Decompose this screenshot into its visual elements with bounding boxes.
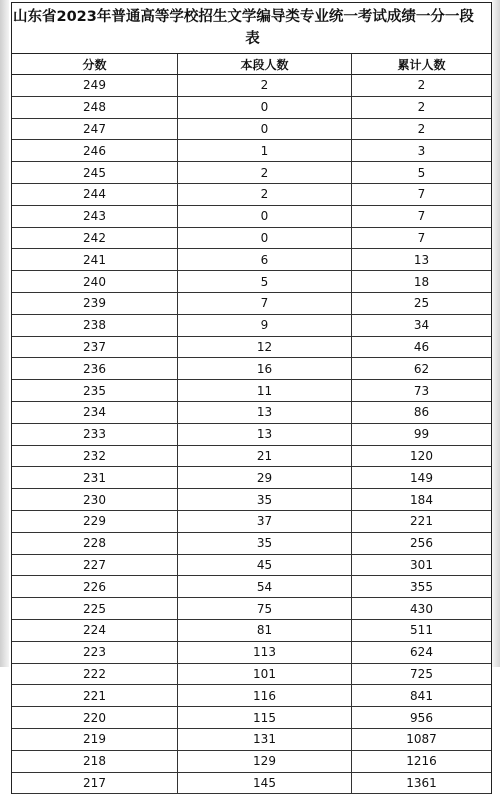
page-shadow-right — [492, 0, 500, 667]
row-score: 242 — [12, 228, 178, 249]
row-segment-count: 5 — [178, 271, 352, 292]
row-score: 240 — [12, 271, 178, 292]
row-cumulative-count: 13 — [352, 249, 491, 270]
row-segment-count: 75 — [178, 598, 352, 619]
table-row — [12, 729, 491, 751]
table-title — [12, 3, 491, 54]
table-row — [12, 184, 491, 206]
table-row — [12, 620, 491, 642]
table-row — [12, 119, 491, 141]
row-score: 249 — [12, 75, 178, 96]
row-score: 238 — [12, 315, 178, 336]
table-row — [12, 228, 491, 250]
row-score: 231 — [12, 467, 178, 488]
row-cumulative-count: 5 — [352, 162, 491, 183]
table-row — [12, 707, 491, 729]
row-cumulative-count: 46 — [352, 337, 491, 358]
row-cumulative-count: 7 — [352, 206, 491, 227]
row-score: 227 — [12, 555, 178, 576]
row-score: 222 — [12, 664, 178, 685]
table-row — [12, 424, 491, 446]
table-row — [12, 162, 491, 184]
table-row — [12, 446, 491, 468]
row-cumulative-count: 62 — [352, 358, 491, 379]
table-row — [12, 598, 491, 620]
row-score: 247 — [12, 119, 178, 140]
row-score: 224 — [12, 620, 178, 641]
row-segment-count: 0 — [178, 206, 352, 227]
row-segment-count: 0 — [178, 228, 352, 249]
row-segment-count: 35 — [178, 533, 352, 554]
row-score: 248 — [12, 97, 178, 118]
row-segment-count: 2 — [178, 162, 352, 183]
row-cumulative-count: 99 — [352, 424, 491, 445]
row-segment-count: 2 — [178, 184, 352, 205]
table-row — [12, 664, 491, 686]
row-cumulative-count: 73 — [352, 380, 491, 401]
row-score: 235 — [12, 380, 178, 401]
row-segment-count: 21 — [178, 446, 352, 467]
row-segment-count: 13 — [178, 424, 352, 445]
row-score: 237 — [12, 337, 178, 358]
table-row — [12, 402, 491, 424]
row-segment-count: 145 — [178, 773, 352, 794]
row-score: 219 — [12, 729, 178, 750]
row-cumulative-count: 956 — [352, 707, 491, 728]
row-cumulative-count: 34 — [352, 315, 491, 336]
row-score: 226 — [12, 576, 178, 597]
table-row — [12, 489, 491, 511]
row-score: 218 — [12, 751, 178, 772]
table-row — [12, 315, 491, 337]
row-segment-count: 7 — [178, 293, 352, 314]
row-cumulative-count: 1087 — [352, 729, 491, 750]
row-cumulative-count: 86 — [352, 402, 491, 423]
row-cumulative-count: 725 — [352, 664, 491, 685]
row-score: 217 — [12, 773, 178, 794]
row-cumulative-count: 301 — [352, 555, 491, 576]
row-score: 230 — [12, 489, 178, 510]
table-row — [12, 337, 491, 359]
row-cumulative-count: 430 — [352, 598, 491, 619]
row-score: 223 — [12, 642, 178, 663]
row-segment-count: 37 — [178, 511, 352, 532]
row-cumulative-count: 1361 — [352, 773, 491, 794]
table-row — [12, 642, 491, 664]
row-score: 229 — [12, 511, 178, 532]
row-segment-count: 129 — [178, 751, 352, 772]
table-row — [12, 511, 491, 533]
table-header-row — [12, 54, 491, 75]
row-cumulative-count: 355 — [352, 576, 491, 597]
row-score: 233 — [12, 424, 178, 445]
row-score: 236 — [12, 358, 178, 379]
row-cumulative-count: 2 — [352, 119, 491, 140]
row-score: 221 — [12, 685, 178, 706]
table-row — [12, 249, 491, 271]
row-score: 232 — [12, 446, 178, 467]
row-score: 234 — [12, 402, 178, 423]
row-segment-count: 12 — [178, 337, 352, 358]
row-cumulative-count: 184 — [352, 489, 491, 510]
row-segment-count: 29 — [178, 467, 352, 488]
table-body — [12, 75, 491, 794]
table-row — [12, 271, 491, 293]
row-segment-count: 101 — [178, 664, 352, 685]
header-score: 分数 — [12, 54, 178, 74]
row-score: 243 — [12, 206, 178, 227]
table-row — [12, 555, 491, 577]
row-segment-count: 9 — [178, 315, 352, 336]
row-cumulative-count: 7 — [352, 184, 491, 205]
row-segment-count: 0 — [178, 119, 352, 140]
row-score: 225 — [12, 598, 178, 619]
row-cumulative-count: 1216 — [352, 751, 491, 772]
row-score: 241 — [12, 249, 178, 270]
row-cumulative-count: 511 — [352, 620, 491, 641]
row-score: 246 — [12, 140, 178, 161]
row-cumulative-count: 256 — [352, 533, 491, 554]
row-cumulative-count: 2 — [352, 97, 491, 118]
row-cumulative-count: 2 — [352, 75, 491, 96]
row-score: 244 — [12, 184, 178, 205]
row-cumulative-count: 841 — [352, 685, 491, 706]
row-segment-count: 13 — [178, 402, 352, 423]
page-shadow-left — [0, 0, 9, 667]
row-segment-count: 35 — [178, 489, 352, 510]
row-segment-count: 115 — [178, 707, 352, 728]
table-row — [12, 97, 491, 119]
row-cumulative-count: 7 — [352, 228, 491, 249]
row-cumulative-count: 624 — [352, 642, 491, 663]
row-cumulative-count: 3 — [352, 140, 491, 161]
row-segment-count: 54 — [178, 576, 352, 597]
row-segment-count: 116 — [178, 685, 352, 706]
table-row — [12, 293, 491, 315]
row-segment-count: 16 — [178, 358, 352, 379]
row-segment-count: 2 — [178, 75, 352, 96]
table-row — [12, 467, 491, 489]
row-segment-count: 0 — [178, 97, 352, 118]
row-score: 239 — [12, 293, 178, 314]
title-line-1: 山东省2023年普通高等学校招生文学编导类专业统一考试成绩一分一段 — [11, 6, 492, 28]
title-line-2: 表 — [11, 28, 492, 50]
row-cumulative-count: 25 — [352, 293, 491, 314]
table-row — [12, 140, 491, 162]
table-row — [12, 533, 491, 555]
row-score: 228 — [12, 533, 178, 554]
row-cumulative-count: 120 — [352, 446, 491, 467]
table-row — [12, 358, 491, 380]
header-segment-count: 本段人数 — [178, 54, 352, 74]
table-row — [12, 773, 491, 794]
row-cumulative-count: 149 — [352, 467, 491, 488]
header-cumulative-count: 累计人数 — [352, 54, 491, 74]
row-score: 220 — [12, 707, 178, 728]
table-row — [12, 751, 491, 773]
row-segment-count: 81 — [178, 620, 352, 641]
table-row — [12, 380, 491, 402]
table-row — [12, 685, 491, 707]
row-segment-count: 6 — [178, 249, 352, 270]
table-row — [12, 75, 491, 97]
table-row — [12, 576, 491, 598]
row-segment-count: 113 — [178, 642, 352, 663]
row-segment-count: 11 — [178, 380, 352, 401]
row-segment-count: 45 — [178, 555, 352, 576]
row-cumulative-count: 18 — [352, 271, 491, 292]
row-segment-count: 131 — [178, 729, 352, 750]
score-table — [11, 2, 492, 794]
row-cumulative-count: 221 — [352, 511, 491, 532]
row-segment-count: 1 — [178, 140, 352, 161]
row-score: 245 — [12, 162, 178, 183]
table-row — [12, 206, 491, 228]
